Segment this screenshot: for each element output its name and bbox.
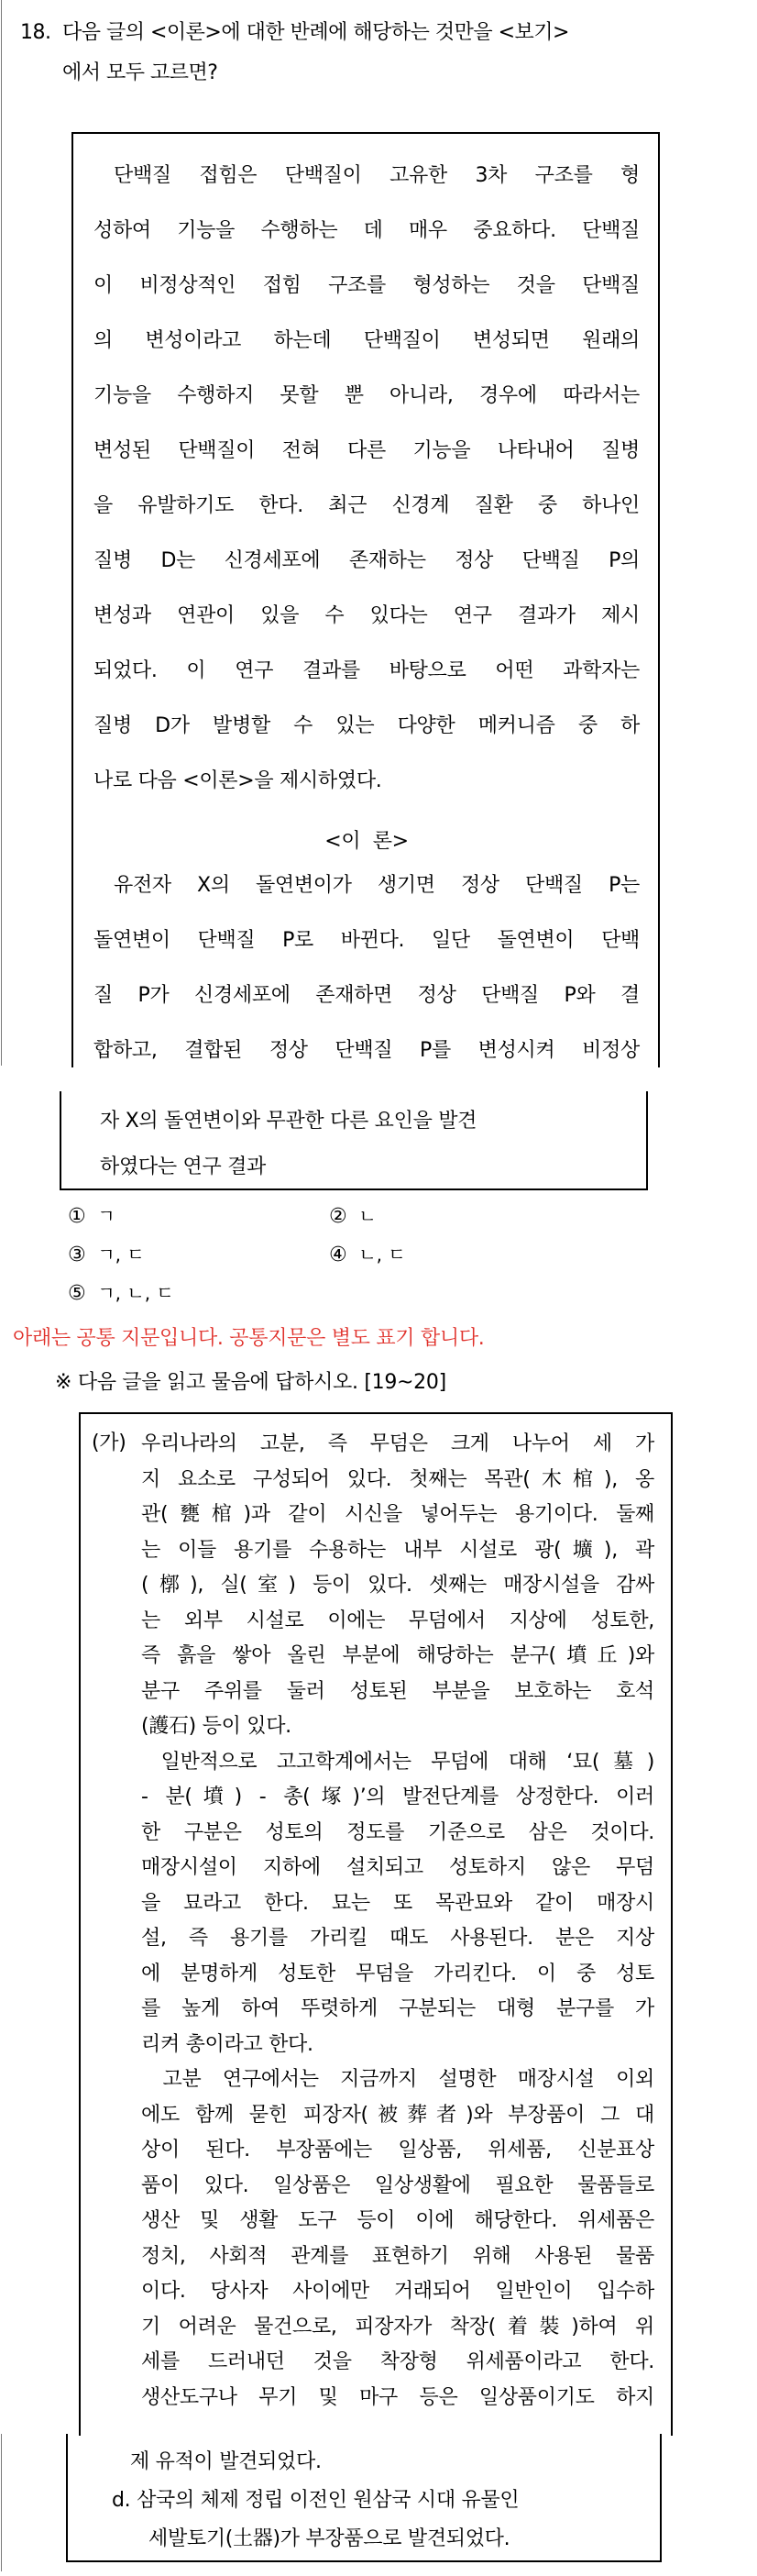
bogi-box-fragment — [60, 1091, 648, 1190]
bogi-item-d-label: d. — [112, 2489, 131, 2512]
passage-line: (槨), 실(室) 등이 있다. 셋째는 매장시설을 감싸 — [141, 1574, 654, 1597]
choice-4[interactable] — [329, 1240, 406, 1266]
passage-line: (護石) 등이 있다. — [141, 1715, 291, 1738]
passage-line: 일반적으로 고고학계에서는 무덤에 대해 ‘묘(墓) — [141, 1750, 654, 1774]
question-18-prompt — [20, 13, 735, 94]
passage-line: 나로 다음 <이론>을 제시하였다. — [93, 769, 382, 792]
choice-text: ㄱ, ㄴ, ㄷ — [97, 1282, 174, 1304]
passage-line: 고분 연구에서는 지금까지 설명한 매장시설 이외 — [141, 2068, 654, 2091]
passage-line: 즉 흙을 쌓아 올린 부분에 해당하는 분구(墳丘)와 — [141, 1644, 654, 1667]
passage-line: 생산 및 생활 도구 등이 이에 해당한다. 위세품은 — [141, 2209, 654, 2232]
passage-line: 단백질 접힘은 단백질이 고유한 3차 구조를 형 — [114, 164, 640, 187]
passage-box-protein — [71, 132, 660, 1067]
passage-label: (가) — [92, 1432, 126, 1454]
question-prompt-line2: 에서 모두 고르면? — [62, 61, 218, 84]
choice-text: ㄱ, ㄷ — [97, 1244, 145, 1266]
passage-line: 되었다. 이 연구 결과를 바탕으로 어떤 과학자는 — [93, 659, 640, 682]
common-passage-notice: 아래는 공통 지문입니다. 공통지문은 별도 표기 합니다. — [13, 1327, 485, 1350]
passage-line: 는 이들 용기를 수용하는 내부 시설로 광(壙), 곽 — [141, 1538, 654, 1562]
passage-line: 질병 D가 발병할 수 있는 다양한 메커니즘 중 하 — [93, 714, 640, 737]
passage-line: 기능을 수행하지 못할 뿐 아니라, 경우에 따라서는 — [93, 384, 640, 407]
passage-intro — [93, 149, 640, 809]
passage-box-ga — [79, 1412, 673, 2436]
bogi-item-d — [112, 2482, 642, 2520]
theory-text — [93, 858, 640, 1067]
bogi-box-fragment-2 — [66, 2434, 662, 2562]
passage-line: 에도 함께 묻힌 피장자(被葬者)와 부장품이 그 대 — [141, 2103, 654, 2127]
passage-line: 매장시설이 지하에 설치되고 성토하지 않은 무덤 — [141, 1856, 654, 1879]
passage-line: 상이 된다. 부장품에는 일상품, 위세품, 신분표상 — [141, 2139, 654, 2161]
passage-line: 의 변성이라고 하는데 단백질이 변성되면 원래의 — [93, 329, 640, 352]
passage-line: 지 요소로 구성되어 있다. 첫째는 목관(木棺), 옹 — [141, 1467, 654, 1491]
bogi-item-c-line: 하였다는 연구 결과 — [100, 1155, 267, 1178]
instruction-19-20: ※ 다음 글을 읽고 물음에 답하시오. [19~20] — [55, 1371, 446, 1394]
passage-line: 이 비정상적인 접힘 구조를 형성하는 것을 단백질 — [93, 274, 640, 297]
passage-line: 품이 있다. 일상품은 일상생활에 필요한 물품들로 — [141, 2173, 654, 2197]
passage-ga-body — [92, 1463, 654, 2416]
passage-line: 한 구분은 성토의 정도를 기준으로 삼은 것이다. — [141, 1820, 654, 1844]
passage-line: 기 어려운 물건으로, 피장자가 착장(着裝)하여 위 — [141, 2315, 654, 2338]
passage-ga-first-row — [92, 1427, 654, 1463]
passage-line: 리켜 총이라고 한다. — [141, 2032, 313, 2056]
choice-mark: ④ — [329, 1244, 347, 1266]
passage-line: 성하여 기능을 수행하는 데 매우 중요하다. 단백질 — [93, 219, 640, 242]
choice-1[interactable] — [68, 1201, 115, 1228]
passage-line: 에 분명하게 성토한 무덤을 가리킨다. 이 중 성토 — [141, 1962, 654, 1985]
passage-line: 분구 주위를 둘러 성토된 부분을 보호하는 호석 — [141, 1679, 654, 1703]
page-left-border-top — [1, 0, 2, 1066]
choice-text: ㄴ — [358, 1205, 377, 1227]
passage-line: 생산도구나 무기 및 마구 등은 일상품이기도 하지 — [141, 2385, 654, 2409]
bogi-item-d-line2: 세발토기(土器)가 부장품으로 발견되었다. — [148, 2527, 510, 2550]
passage-line: 정치, 사회적 관계를 표현하기 위해 사용된 물품 — [141, 2244, 654, 2268]
theory-line: 질 P가 신경세포에 존재하면 정상 단백질 P와 결 — [93, 984, 640, 1007]
theory-line: 합하고, 결합된 정상 단백질 P를 변성시켜 비정상 — [93, 1039, 640, 1062]
passage-line: 세를 드러내던 것을 착장형 위세품이라고 한다. — [141, 2350, 654, 2373]
choice-2[interactable] — [329, 1201, 377, 1228]
bogi-item-c-tail: 제 유적이 발견되었다. — [130, 2450, 322, 2473]
passage-line: 관(甕棺)과 같이 시신을 넣어두는 용기이다. 둘째 — [141, 1503, 654, 1526]
choice-mark: ⑤ — [68, 1282, 86, 1305]
choice-3[interactable] — [68, 1240, 145, 1266]
passage-line: 변성과 연관이 있을 수 있다는 연구 결과가 제시 — [93, 604, 640, 627]
theory-line: 유전자 X의 돌연변이가 생기면 정상 단백질 P는 — [114, 874, 640, 897]
bogi-item-d-line1: 삼국의 체제 정립 이전인 원삼국 시대 유물인 — [137, 2489, 520, 2512]
question-number: 18. — [20, 21, 51, 44]
theory-line: 돌연변이 단백질 P로 바뀐다. 일단 돌연변이 단백 — [93, 929, 640, 952]
choice-mark: ② — [329, 1205, 347, 1228]
page-left-border-bottom — [1, 2434, 2, 2571]
passage-line: 이다. 당사자 사이에만 거래되어 일반인이 입수하 — [141, 2280, 654, 2303]
choice-mark: ① — [68, 1205, 86, 1228]
choice-text: ㄴ, ㄷ — [358, 1244, 406, 1266]
passage-line: - 분(墳) - 총(塚)’의 발전단계를 상정한다. 이러 — [141, 1786, 654, 1808]
passage-line: 설, 즉 용기를 가리킬 때도 사용된다. 분은 지상 — [141, 1927, 654, 1950]
question-prompt-line1: 다음 글의 <이론>에 대한 반례에 해당하는 것만을 <보기> — [62, 21, 569, 44]
passage-line: 를 높게 하여 뚜렷하게 구분되는 대형 분구를 가 — [141, 1997, 654, 2020]
choice-text: ㄱ — [97, 1205, 115, 1227]
theory-heading: <이 론> — [324, 830, 409, 853]
bogi-item-c-line: 자 X의 돌연변이와 무관한 다른 요인을 발견 — [100, 1110, 477, 1133]
passage-line: 우리나라의 고분, 즉 무덤은 크게 나누어 세 가 — [141, 1432, 654, 1455]
passage-line: 변성된 단백질이 전혀 다른 기능을 나타내어 질병 — [93, 439, 640, 462]
choice-mark: ③ — [68, 1244, 86, 1266]
passage-line: 질병 D는 신경세포에 존재하는 정상 단백질 P의 — [93, 549, 640, 572]
passage-line: 을 유발하기도 한다. 최근 신경계 질환 중 하나인 — [93, 494, 640, 517]
choice-5[interactable] — [68, 1278, 174, 1305]
passage-line: 는 외부 시설로 이에는 무덤에서 지상에 성토한, — [141, 1609, 654, 1632]
passage-line: 을 묘라고 한다. 묘는 또 목관묘와 같이 매장시 — [141, 1891, 654, 1915]
